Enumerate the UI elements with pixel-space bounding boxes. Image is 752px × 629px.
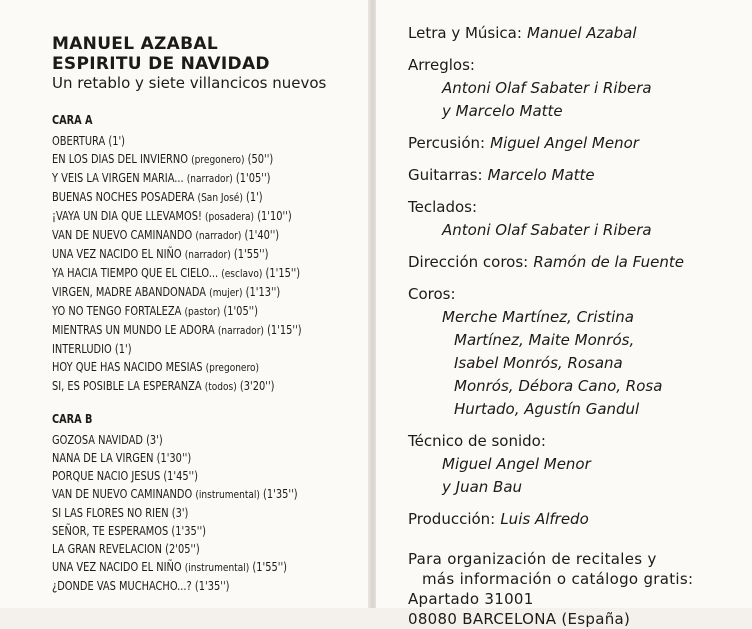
- track-title: YO NO TENGO FORTALEZA: [52, 304, 182, 318]
- album-subtitle: Un retablo y siete villancicos nuevos: [52, 74, 327, 92]
- track-role: (narrador): [195, 229, 242, 242]
- track-title: INTERLUDIO: [52, 342, 112, 356]
- track-item: [52, 207, 298, 226]
- credit-guitarras: [408, 164, 742, 187]
- track-item: [52, 558, 298, 577]
- track-role: (instrumental): [184, 561, 250, 574]
- track-duration: (1'55''): [233, 247, 269, 261]
- track-duration: (1'05''): [235, 171, 271, 185]
- track-item: [52, 245, 298, 264]
- track-title: MIENTRAS UN MUNDO LE ADORA: [52, 323, 215, 337]
- track-duration: (3'): [146, 433, 163, 447]
- track-role: (instrumental): [195, 488, 260, 501]
- track-item: [52, 431, 298, 449]
- credit-value: Ramón de la Fuente: [533, 253, 685, 271]
- track-duration: (3'20''): [239, 379, 275, 393]
- track-title: UNA VEZ NACIDO EL NIÑO: [52, 247, 182, 261]
- credit-coros: [408, 283, 742, 421]
- track-item: [52, 188, 298, 207]
- track-title: LA GRAN REVELACION: [52, 542, 163, 556]
- track-title: NANA DE LA VIRGEN: [52, 451, 154, 465]
- track-duration: (1'35''): [194, 579, 230, 593]
- track-title: EN LOS DIAS DEL INVIERNO: [52, 152, 189, 166]
- credit-value: Miguel Angel Menor: [442, 455, 591, 473]
- track-duration: (2'05''): [165, 542, 200, 556]
- credit-value: Luis Alfredo: [500, 510, 589, 528]
- track-title: ¿DONDE VAS MUCHACHO...?: [52, 579, 192, 593]
- track-duration: (1'35''): [263, 487, 298, 501]
- contact-line: Para organización de recitales y: [408, 550, 657, 568]
- credit-letra: [408, 22, 742, 45]
- track-duration: (1'45''): [163, 469, 198, 483]
- credit-value: y Juan Bau: [442, 478, 523, 496]
- track-role: (pregonero): [205, 361, 260, 374]
- credit-label: Guitarras:: [408, 166, 483, 184]
- track-title: UNA VEZ NACIDO EL NIÑO: [52, 560, 182, 574]
- credit-percusion: [408, 132, 742, 155]
- track-duration: (3'): [171, 506, 189, 520]
- credit-teclados: [408, 196, 742, 242]
- contact-info: [408, 549, 742, 629]
- side-b: [52, 412, 352, 595]
- credit-value: Miguel Angel Menor: [490, 134, 639, 152]
- track-title: HOY QUE HAS NACIDO MESIAS: [52, 360, 203, 374]
- track-title: VAN DE NUEVO CAMINANDO: [52, 228, 193, 242]
- track-item: [52, 132, 298, 150]
- contact-line: Apartado 31001: [408, 590, 534, 608]
- track-role: (esclavo): [221, 267, 263, 280]
- track-title: SI, ES POSIBLE LA ESPERANZA: [52, 379, 202, 393]
- track-item: [52, 340, 298, 358]
- track-item: [52, 522, 298, 540]
- track-title: YA HACIA TIEMPO QUE EL CIELO...: [52, 266, 219, 280]
- track-duration: (1'): [108, 134, 126, 148]
- track-role: (narrador): [184, 248, 231, 261]
- track-role: (San José): [197, 191, 243, 204]
- track-item: [52, 321, 302, 340]
- credit-value: Marcelo Matte: [487, 166, 595, 184]
- credit-label: Coros:: [408, 285, 456, 303]
- track-title: GOZOSA NAVIDAD: [52, 433, 143, 447]
- side-a: [52, 113, 352, 396]
- track-item: [52, 504, 298, 522]
- track-duration: (1'15''): [265, 266, 301, 280]
- track-item: [52, 264, 301, 283]
- track-duration: (1'30''): [156, 451, 192, 465]
- track-role: (todos): [204, 380, 237, 393]
- left-page: [0, 0, 372, 608]
- album-title: ESPIRITU DE NAVIDAD: [52, 54, 270, 74]
- credit-label: Percusión:: [408, 134, 486, 152]
- credit-produccion: [408, 508, 742, 531]
- credit-value: Manuel Azabal: [527, 24, 637, 42]
- track-title: ¡VAYA UN DIA QUE LLEVAMOS!: [52, 209, 202, 223]
- side-b-heading: CARA B: [52, 412, 93, 426]
- track-item: [52, 302, 298, 321]
- track-role: (narrador): [186, 172, 233, 185]
- credit-label: Teclados:: [408, 198, 478, 216]
- artist-name: MANUEL AZABAL: [52, 34, 218, 54]
- track-item: [52, 150, 298, 169]
- track-title: BUENAS NOCHES POSADERA: [52, 190, 195, 204]
- credit-direccion: [408, 251, 742, 274]
- track-title: SI LAS FLORES NO RIEN: [52, 506, 169, 520]
- track-role: (pastor): [184, 305, 221, 318]
- track-role: (mujer): [209, 286, 243, 299]
- track-duration: (50''): [247, 152, 274, 166]
- right-page: [376, 0, 752, 628]
- track-duration: (1'): [245, 190, 263, 204]
- track-item: [52, 283, 298, 302]
- track-item: [52, 226, 298, 245]
- track-duration: (1'55''): [252, 560, 287, 574]
- track-duration: (1'15''): [267, 323, 302, 337]
- side-b-tracklist: [52, 431, 352, 595]
- track-title: PORQUE NACIO JESUS: [52, 469, 161, 483]
- credit-value: Antoni Olaf Sabater i Ribera: [442, 79, 652, 97]
- contact-line: 08080 BARCELONA (España): [408, 610, 631, 628]
- track-title: SEÑOR, TE ESPERAMOS: [52, 524, 169, 538]
- track-duration: (1'40''): [244, 228, 280, 242]
- credit-value: Hurtado, Agustín Gandul: [454, 400, 640, 418]
- credit-arreglos: [408, 54, 742, 123]
- track-role: (pregonero): [191, 153, 245, 166]
- track-title: Y VEIS LA VIRGEN MARIA...: [52, 171, 184, 185]
- credit-value: Antoni Olaf Sabater i Ribera: [442, 221, 652, 239]
- track-item: [52, 540, 298, 558]
- track-item: [52, 485, 298, 504]
- track-duration: (1'13''): [245, 285, 281, 299]
- track-item: [52, 449, 298, 467]
- track-title: OBERTURA: [52, 134, 106, 148]
- track-item: [52, 577, 298, 595]
- credit-label: Dirección coros:: [408, 253, 529, 271]
- track-item: [52, 358, 298, 377]
- track-item: [52, 467, 298, 485]
- credit-label: Producción:: [408, 510, 496, 528]
- track-role: (posadera): [205, 210, 255, 223]
- credit-value: Monrós, Débora Cano, Rosa: [454, 377, 663, 395]
- credit-value: Isabel Monrós, Rosana: [454, 354, 623, 372]
- credit-label: Técnico de sonido:: [408, 432, 546, 450]
- track-duration: (1'): [114, 342, 132, 356]
- track-item: [52, 377, 298, 396]
- credit-value: y Marcelo Matte: [442, 102, 563, 120]
- credit-tecnico: [408, 430, 742, 499]
- side-a-tracklist: [52, 132, 352, 396]
- track-duration: (1'05''): [223, 304, 258, 318]
- contact-line: más información o catálogo gratis:: [422, 570, 694, 588]
- credit-value: Merche Martínez, Cristina: [442, 308, 634, 326]
- track-duration: (1'35''): [171, 524, 207, 538]
- track-title: VIRGEN, MADRE ABANDONADA: [52, 285, 207, 299]
- track-item: [52, 169, 298, 188]
- credit-label: Letra y Música:: [408, 24, 522, 42]
- track-duration: (1'10''): [257, 209, 292, 223]
- track-title: VAN DE NUEVO CAMINANDO: [52, 487, 193, 501]
- credit-value: Martínez, Maite Monrós,: [454, 331, 635, 349]
- credit-label: Arreglos:: [408, 56, 475, 74]
- track-role: (narrador): [217, 324, 264, 337]
- side-a-heading: CARA A: [52, 113, 93, 127]
